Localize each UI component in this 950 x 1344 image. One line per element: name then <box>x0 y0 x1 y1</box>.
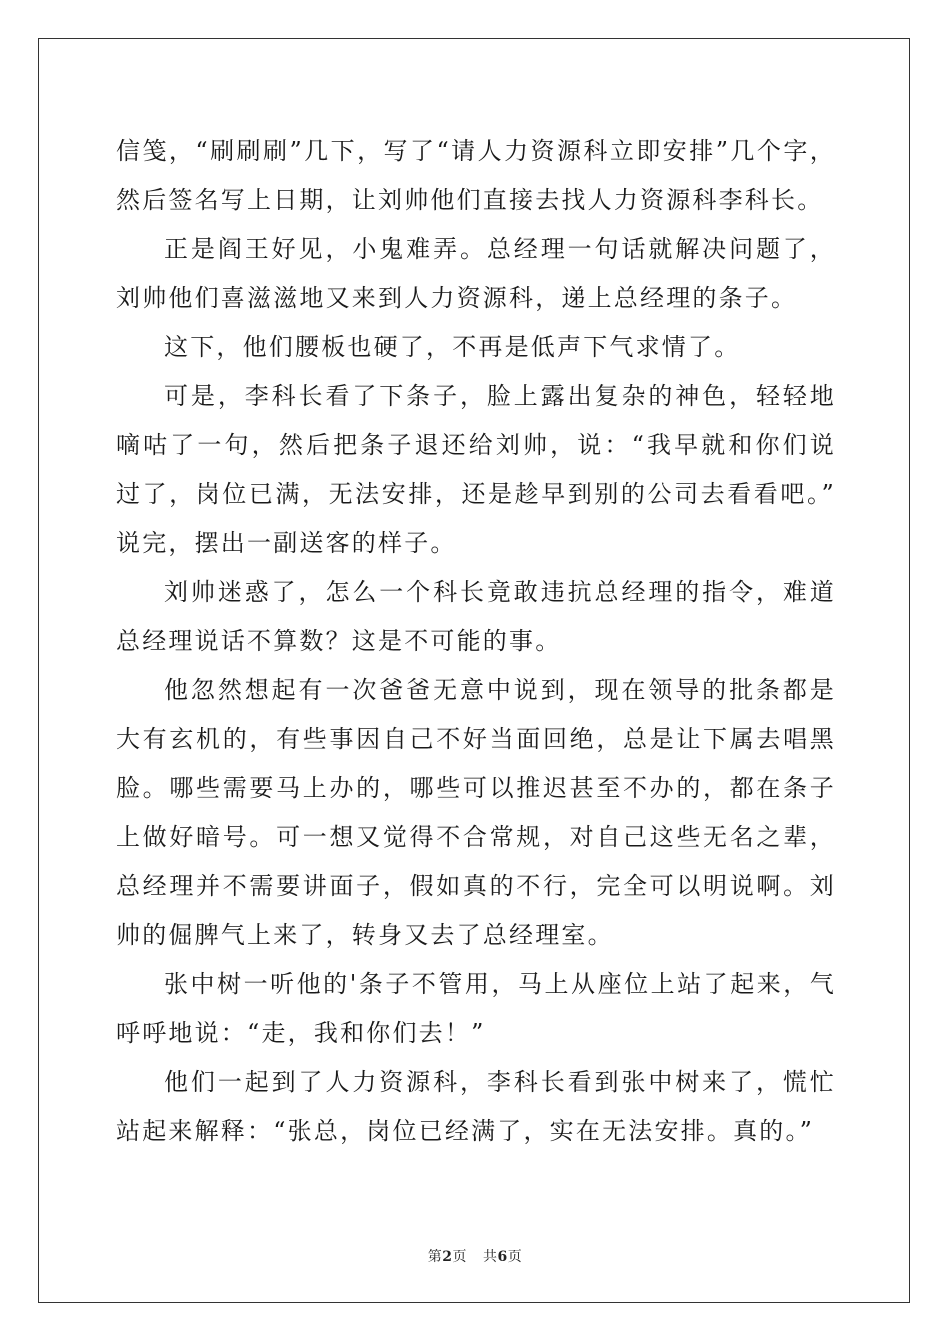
page-label-suffix: 页 <box>452 1249 467 1265</box>
paragraph: 信笺，“刷刷刷”几下，写了“请人力资源科立即安排”几个字，然后签名写上日期，让刘帅他们直接去找人力资源科李科长。 <box>116 137 836 214</box>
page-label-prefix: 第 <box>427 1249 443 1265</box>
paragraph: 他们一起到了人力资源科，李科长看到张中树来了，慌忙站起来解释：“张总，岗位已经满了，实在无法安排。真的。” <box>116 1068 836 1145</box>
paragraph: 张中树一听他的'条子不管用，马上从座位上站了起来，气呼呼地说：“走，我和你们去！” <box>116 970 836 1047</box>
total-page-number: 6 <box>497 1249 508 1265</box>
total-label-prefix: 共 <box>483 1249 498 1265</box>
paragraph: 可是，李科长看了下条子，脸上露出复杂的神色，轻轻地嘀咕了一句，然后把条子退还给刘帅，说：“我早就和你们说过了，岗位已满，无法安排，还是趁早到别的公司去看看吧。”说完，摆出一副送客的样子。 <box>116 382 836 557</box>
current-page-number: 2 <box>442 1249 453 1265</box>
paragraph: 正是阎王好见，小鬼难弄。总经理一句话就解决问题了，刘帅他们喜滋滋地又来到人力资源科，递上总经理的条子。 <box>116 235 836 312</box>
paragraph: 刘帅迷惑了，怎么一个科长竟敢违抗总经理的指令，难道总经理说话不算数？这是不可能的事。 <box>116 578 836 655</box>
total-label-suffix: 页 <box>507 1249 523 1265</box>
page-footer <box>0 1246 950 1266</box>
document-body <box>116 127 836 1156</box>
paragraph: 这下，他们腰板也硬了，不再是低声下气求情了。 <box>164 333 741 361</box>
paragraph: 他忽然想起有一次爸爸无意中说到，现在领导的批条都是大有玄机的，有些事因自己不好当面回绝，总是让下属去唱黑脸。哪些需要马上办的，哪些可以推迟甚至不办的，都在条子上做好暗号。可一想又觉得不合常规，对自己这些无名之辈，总经理并不需要讲面子，假如真的不行，完全可以明说啊。刘帅的倔脾气上来了，转身又去了总经理室。 <box>116 676 836 949</box>
